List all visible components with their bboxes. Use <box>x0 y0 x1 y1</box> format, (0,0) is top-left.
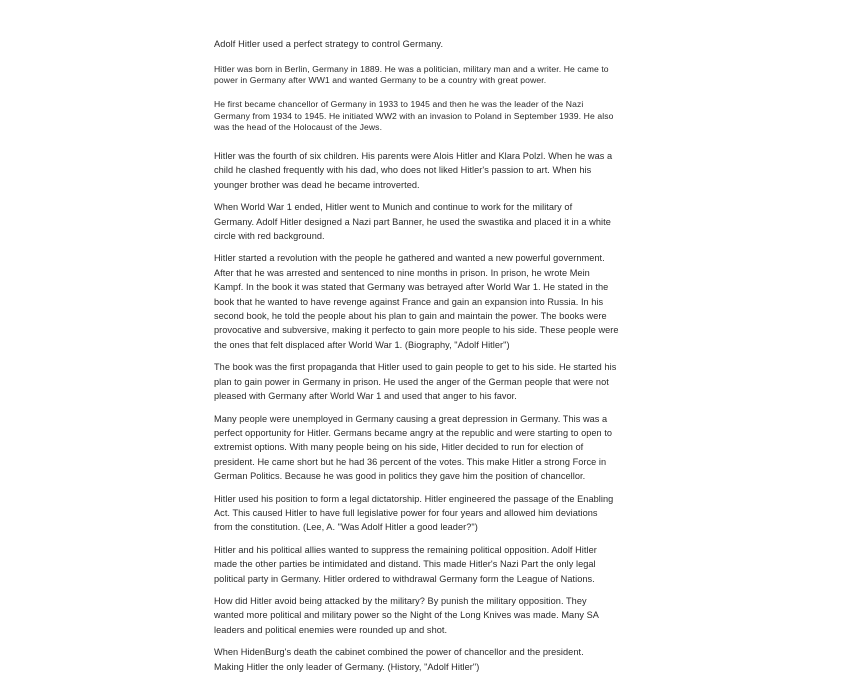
text-line: plan to gain power in Germany in prison. He used the anger of the German people that were not <box>214 376 609 387</box>
text-line: pleased with Germany after World War 1 and used that anger to his favor. <box>214 391 517 402</box>
document-title: Adolf Hitler used a perfect strategy to control Germany. <box>214 39 444 49</box>
text-line: wanted more political and military power so the Night of the Long Knives was made. Many SA <box>214 610 599 621</box>
text-line: perfect opportunity for Hitler. Germans became angry at the republic and were starting to open to <box>214 427 613 438</box>
text-line: After that he was arrested and sentenced to nine months in prison. In prison, he wrote Mein <box>214 267 590 278</box>
text-line: president. He came short but he had 36 percent of the votes. This make Hitler a strong Force in <box>214 456 607 467</box>
text-line: He first became chancellor of Germany in 1933 to 1945 and then he was the leader of the Nazi <box>214 99 584 110</box>
paragraph-propaganda <box>214 360 654 403</box>
text-line: How did Hitler avoid being attacked by the military? By punish the military opposition. They <box>214 595 587 606</box>
intro-paragraph-2 <box>214 99 654 133</box>
document-body <box>214 38 654 682</box>
text-line: was the head of the Holocaust of the Jews. <box>214 121 383 132</box>
paragraph-munich <box>214 200 654 243</box>
text-line: When HidenBurg's death the cabinet combined the power of chancellor and the president. <box>214 647 584 658</box>
text-line: provocative and subversive, making it perfecto to gain more people to his side. These people were <box>214 325 619 336</box>
text-line: power in Germany after WW1 and wanted Germany to be a country with great power. <box>214 75 547 86</box>
text-line: Many people were unemployed in Germany causing a great depression in Germany. This was a <box>214 413 608 424</box>
text-line: second book, he told the people about his plan to gain and maintain the power. The books were <box>214 311 607 322</box>
text-line: Germany. Adolf Hitler designed a Nazi part Banner, he used the swastika and placed it in a white <box>214 216 611 227</box>
text-line: Hitler started a revolution with the people he gathered and wanted a new powerful government. <box>214 253 605 264</box>
text-line: political party in Germany. Hitler ordered to withdrawal Germany form the League of Nations. <box>214 573 595 584</box>
text-line: Hitler was born in Berlin, Germany in 1889. He was a politician, military man and a writer. He came to <box>214 64 609 74</box>
text-line: child he clashed frequently with his dad, who does not liked Hitler's passion to art. When his <box>214 165 592 176</box>
text-line: Making Hitler the only leader of Germany. (History, "Adolf Hitler") <box>214 661 480 672</box>
paragraph-dictatorship <box>214 492 654 535</box>
text-line: The book was the first propaganda that Hitler used to gain people to get to his side. He started his <box>214 362 617 373</box>
text-line: Germany from 1934 to 1945. He initiated WW2 with an invasion to Poland in September 1939. He also <box>214 110 614 121</box>
text-line: from the constitution. (Lee, A. "Was Adolf Hitler a good leader?") <box>214 522 478 533</box>
text-line: the ones that felt displaced after World War 1. (Biography, "Adolf Hitler") <box>214 339 510 350</box>
text-line: Hitler used his position to form a legal dictatorship. Hitler engineered the passage of the Enabling <box>214 493 614 504</box>
paragraph-opposition <box>214 543 654 586</box>
text-line: Act. This caused Hitler to have full legislative power for four years and allowed him deviations <box>214 507 598 518</box>
text-line: made the other parties be intimidated and distand. This made Hitler's Nazi Part the only legal <box>214 559 596 570</box>
text-line: younger brother was dead he became introverted. <box>214 179 420 190</box>
paragraph-military <box>214 594 654 637</box>
text-line: German Politics. Because he was good in politics they gave him the position of chancellor. <box>214 471 586 482</box>
text-line: Hitler and his political allies wanted to suppress the remaining political opposition. Adolf Hitler <box>214 544 597 555</box>
paragraph-hindenburg <box>214 645 654 674</box>
text-line: When World War 1 ended, Hitler went to Munich and continue to work for the military of <box>214 202 573 213</box>
intro-paragraph-1 <box>214 64 654 86</box>
paragraph-depression <box>214 412 654 484</box>
text-line: Kampf. In the book it was stated that Germany was betrayed after World War 1. He stated in the <box>214 282 609 293</box>
text-line: leaders and political enemies were rounded up and shot. <box>214 624 448 635</box>
text-line: circle with red background. <box>214 231 325 242</box>
text-line: book that he wanted to have revenge against France and gain an expansion into Russia. In his <box>214 296 604 307</box>
paragraph-childhood <box>214 149 654 192</box>
paragraph-revolution <box>214 251 654 352</box>
text-line: extremist options. With many people being on his side, Hitler decided to run for election of <box>214 442 584 453</box>
text-line: Hitler was the fourth of six children. His parents were Alois Hitler and Klara Polzl. When he was a <box>214 151 613 162</box>
